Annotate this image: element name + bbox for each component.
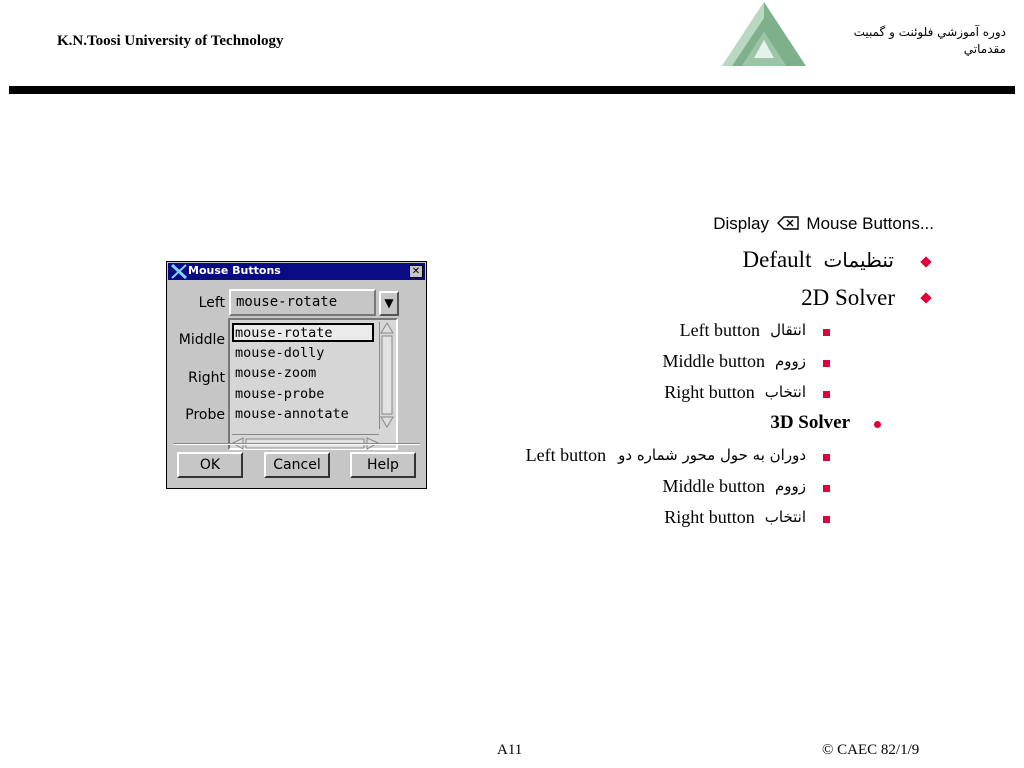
item-en: Middle button (662, 475, 765, 496)
square-bullet-icon (823, 329, 830, 336)
cancel-button[interactable]: Cancel (264, 452, 330, 478)
copyright: © CAEC 82/1/9 (822, 742, 920, 758)
item-en: Right button (664, 506, 755, 527)
item-fa: زووم (774, 477, 806, 495)
list-item-2d-middle (662, 349, 806, 373)
list-item-2d-solver (801, 283, 895, 313)
item-en: 3D Solver (770, 412, 850, 433)
x-window-icon (171, 264, 187, 279)
help-button[interactable]: Help (350, 452, 416, 478)
item-en: Middle button (662, 350, 765, 371)
item-en: 2D Solver (801, 285, 895, 310)
item-en: Right button (664, 381, 755, 402)
label-right: Right (188, 370, 225, 386)
option-item[interactable]: mouse-zoom (235, 365, 317, 381)
left-button-select[interactable] (229, 289, 376, 316)
item-en: Left button (679, 319, 761, 340)
item-fa: انتقال (770, 321, 806, 339)
option-item[interactable]: mouse-probe (235, 386, 325, 402)
dialog-titlebar[interactable] (168, 263, 425, 280)
dialog-separator (173, 443, 420, 445)
menu-path-display: Display (713, 214, 769, 233)
slide-number: A11 (497, 742, 523, 758)
square-bullet-icon (823, 391, 830, 398)
item-fa: زووم (774, 352, 806, 370)
square-bullet-icon (823, 485, 830, 492)
dropdown-arrow-icon[interactable]: ▼ (379, 291, 399, 316)
course-title-line2: مقدماتي (963, 42, 1006, 56)
option-item[interactable]: mouse-annotate (235, 406, 349, 422)
mouse-buttons-dialog (166, 261, 427, 489)
ok-button[interactable]: OK (177, 452, 243, 478)
list-item-2d-right (664, 380, 806, 404)
item-en: Default (742, 247, 812, 272)
dot-bullet-icon (874, 421, 881, 428)
list-item-2d-left (680, 318, 806, 342)
institution-name: K.N.Toosi University of Technology (57, 33, 284, 49)
square-bullet-icon (823, 360, 830, 367)
square-bullet-icon (823, 454, 830, 461)
item-en: Left button (525, 444, 607, 465)
label-left: Left (198, 295, 225, 311)
list-item-default (743, 245, 895, 275)
diamond-bullet-icon (920, 256, 931, 267)
list-item-3d-middle (662, 474, 806, 498)
square-bullet-icon (823, 516, 830, 523)
option-item[interactable]: mouse-dolly (235, 345, 325, 361)
course-title-line1: دوره آموزشي فلوئنت و گمبيت (853, 25, 1006, 39)
option-item[interactable]: mouse-rotate (235, 325, 333, 341)
list-item-3d-left (526, 443, 806, 467)
label-middle: Middle (178, 332, 225, 348)
menu-path-mouse-buttons: Mouse Buttons... (806, 214, 934, 233)
diamond-bullet-icon (920, 292, 931, 303)
item-fa: انتخاب (764, 508, 806, 526)
dialog-title: Mouse Buttons (188, 264, 281, 277)
select-value: mouse-rotate (236, 294, 338, 310)
scrollbar-graphic-icon (380, 322, 394, 429)
list-item-3d-solver (770, 411, 850, 435)
item-fa: تنظيمات (823, 248, 894, 272)
item-fa: دوران به حول محور شماره دو (618, 446, 806, 464)
list-item-3d-right (664, 505, 806, 529)
horizontal-scrollbar[interactable] (232, 434, 379, 448)
label-probe: Probe (185, 407, 225, 423)
close-button[interactable]: ✕ (409, 265, 423, 278)
options-listbox[interactable] (228, 318, 398, 450)
item-fa: انتخاب (764, 383, 806, 401)
vertical-scrollbar[interactable] (379, 322, 394, 429)
